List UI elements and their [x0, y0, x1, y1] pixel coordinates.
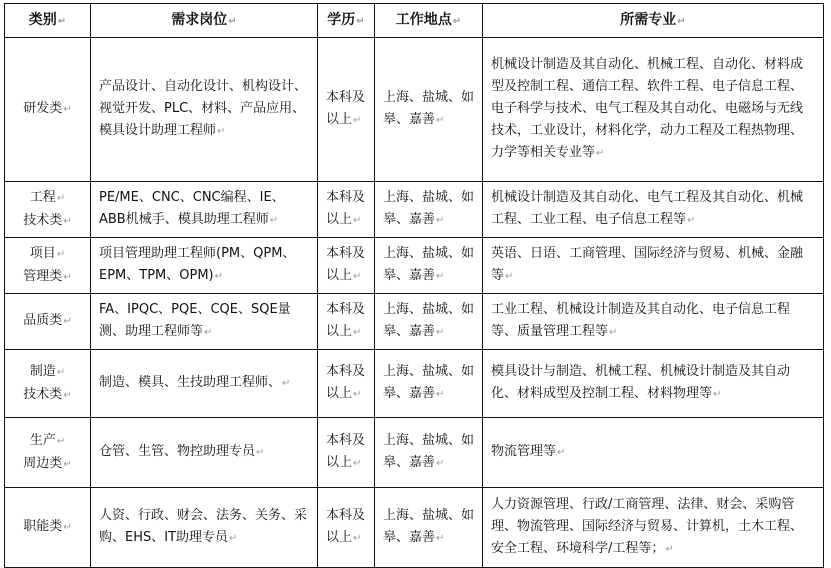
header-row [5, 4, 824, 38]
major-cell: 人力资源管理、行政/工商管理、法律、财会、采购管理、物流管理、国际经济与贸易、计算机，土木工程、安全工程、环境科学/工程等；↵ [483, 488, 824, 568]
major-cell: 机械设计制造及其自动化、电气工程及其自动化、机械工程、工业工程、电子信息工程等↵ [483, 182, 824, 238]
category-cell: 工程↵ 技术类↵ [5, 182, 91, 238]
header-major: 所需专业↵ [483, 4, 824, 38]
category-cell: 生产↵ 周边类↵ [5, 418, 91, 488]
education-cell: 本科及以上↵ [318, 294, 375, 350]
category-cell: 品质类↵ [5, 294, 91, 350]
education-cell: 本科及以上↵ [318, 182, 375, 238]
header-position: 需求岗位↵ [91, 4, 318, 38]
position-cell: FA、IPQC、PQE、CQE、SQE量测、助理工程师等↵ [91, 294, 318, 350]
table-row [5, 350, 824, 418]
position-cell: 制造、模具、生技助理工程师、↵ [91, 350, 318, 418]
category-cell: 项目↵ 管理类↵ [5, 238, 91, 294]
education-cell: 本科及以上↵ [318, 418, 375, 488]
table-row [5, 38, 824, 182]
table-row [5, 418, 824, 488]
education-cell: 本科及以上↵ [318, 488, 375, 568]
major-cell: 模具设计与制造、机械工程、机械设计制造及其自动化、材料成型及控制工程、材料物理等↵ [483, 350, 824, 418]
education-cell: 本科及以上↵ [318, 238, 375, 294]
location-cell: 上海、盐城、如皋、嘉善↵ [375, 38, 483, 182]
position-cell: 人资、行政、财会、法务、关务、采购、EHS、IT助理专员↵ [91, 488, 318, 568]
location-cell: 上海、盐城、如皋、嘉善↵ [375, 488, 483, 568]
header-location: 工作地点↵ [375, 4, 483, 38]
table-row [5, 488, 824, 568]
location-cell: 上海、盐城、如皋、嘉善↵ [375, 238, 483, 294]
category-cell: 职能类↵ [5, 488, 91, 568]
category-cell: 研发类↵ [5, 38, 91, 182]
position-cell: 产品设计、自动化设计、机构设计、视觉开发、PLC、材料、产品应用、模具设计助理工程师↵ [91, 38, 318, 182]
location-cell: 上海、盐城、如皋、嘉善↵ [375, 182, 483, 238]
header-education: 学历↵ [318, 4, 375, 38]
location-cell: 上海、盐城、如皋、嘉善↵ [375, 418, 483, 488]
location-cell: 上海、盐城、如皋、嘉善↵ [375, 294, 483, 350]
location-cell: 上海、盐城、如皋、嘉善↵ [375, 350, 483, 418]
education-cell: 本科及以上↵ [318, 38, 375, 182]
major-cell: 机械设计制造及其自动化、机械工程、自动化、材料成型及控制工程、通信工程、软件工程、电子信息工程、电子科学与技术、电气工程及其自动化、电磁场与无线技术，工业设计，材料化学，动力工程及工程热物理、力学等相关专业等↵ [483, 38, 824, 182]
recruitment-table [4, 3, 824, 568]
position-cell: 仓管、生管、物控助理专员↵ [91, 418, 318, 488]
category-cell: 制造↵ 技术类↵ [5, 350, 91, 418]
header-category: 类别↵ [5, 4, 91, 38]
table-row [5, 238, 824, 294]
table-row [5, 182, 824, 238]
education-cell: 本科及以上↵ [318, 350, 375, 418]
major-cell: 工业工程、机械设计制造及其自动化、电子信息工程等、质量管理工程等↵ [483, 294, 824, 350]
position-cell: 项目管理助理工程师(PM、QPM、EPM、TPM、OPM)↵ [91, 238, 318, 294]
table-row [5, 294, 824, 350]
major-cell: 物流管理等↵ [483, 418, 824, 488]
major-cell: 英语、日语、工商管理、国际经济与贸易、机械、金融等↵ [483, 238, 824, 294]
position-cell: PE/ME、CNC、CNC编程、IE、ABB机械手、模具助理工程师↵ [91, 182, 318, 238]
